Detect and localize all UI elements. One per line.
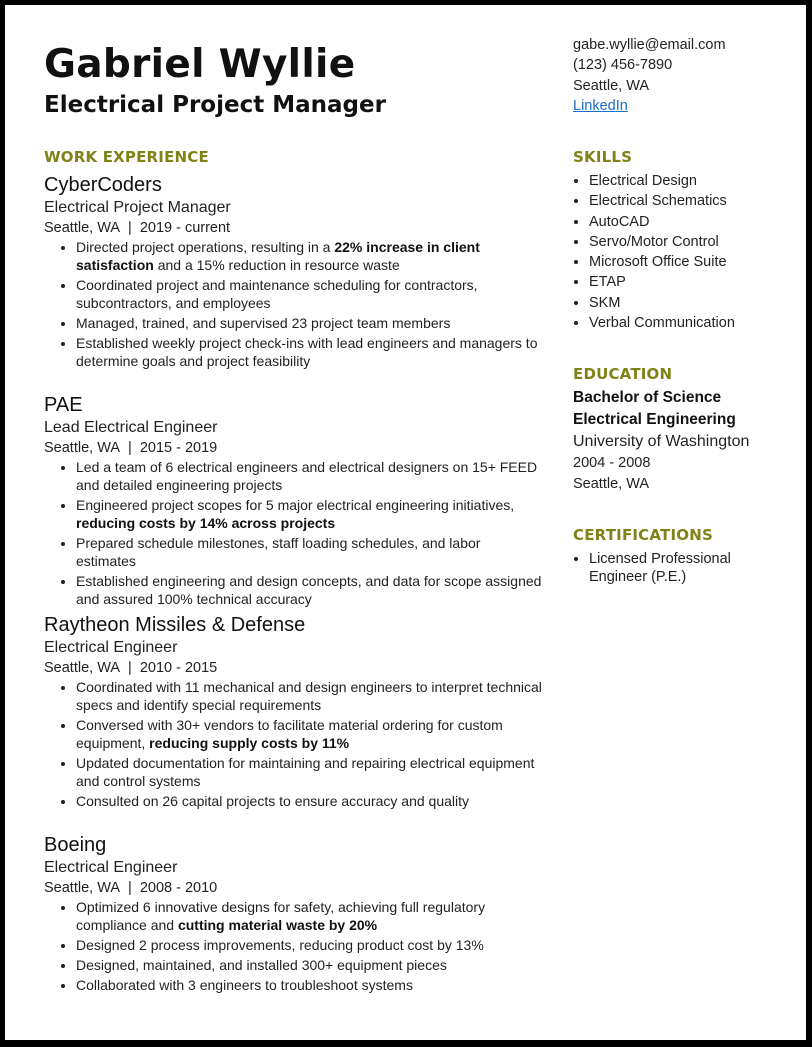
certifications-list (573, 550, 743, 586)
job-entry (44, 172, 544, 372)
list-item: • SKM (589, 293, 803, 313)
list-item: • Designed, maintained, and installed 300+ equipment pieces (76, 956, 544, 974)
list-item: • ETAP (589, 272, 803, 292)
certifications-block (573, 550, 743, 586)
list-item: • Electrical Schematics (589, 191, 803, 211)
education-block (573, 386, 803, 494)
list-item: • Licensed Professional Engineer (P.E.) (589, 550, 743, 586)
list-item: • Prepared schedule milestones, staff loading schedules, and labor estimates (76, 534, 544, 570)
contact-phone: (123) 456-7890 (573, 57, 673, 74)
contact-block (573, 35, 726, 116)
candidate-title: Electrical Project Manager (44, 92, 386, 118)
education-degree: Bachelor of Science (573, 389, 722, 406)
job-entry (44, 612, 544, 812)
list-item: • Directed project operations, resulting in a 22% increase in client satisfaction and a 15% reduction in resource waste (76, 238, 544, 274)
list-item: • AutoCAD (589, 212, 803, 232)
education-heading: EDUCATION (573, 365, 673, 383)
job-bullets (44, 898, 544, 994)
job-location-dates: Seattle, WA | 2008 - 2010 (44, 880, 218, 896)
list-item: • Led a team of 6 electrical engineers and electrical designers on 15+ FEED and detailed engineering projects (76, 458, 544, 494)
education-location: Seattle, WA (573, 476, 650, 492)
list-item: • Conversed with 30+ vendors to facilitate material ordering for custom equipment, reducing supply costs by 11% (76, 716, 544, 752)
list-item: • Engineered project scopes for 5 major electrical engineering initiatives, reducing costs by 14% across projects (76, 496, 544, 532)
candidate-name: Gabriel Wyllie (44, 42, 356, 87)
list-item: • Managed, trained, and supervised 23 project team members (76, 314, 544, 332)
job-location-dates: Seattle, WA | 2015 - 2019 (44, 440, 218, 456)
linkedin-link[interactable]: LinkedIn (573, 97, 628, 114)
list-item: • Coordinated project and maintenance scheduling for contractors, subcontractors, and employees (76, 276, 544, 312)
list-item: • Microsoft Office Suite (589, 252, 803, 272)
contact-location: Seattle, WA (573, 77, 650, 94)
list-item: • Designed 2 process improvements, reducing product cost by 13% (76, 936, 544, 954)
job-location-dates: Seattle, WA | 2019 - current (44, 220, 231, 236)
job-role: Electrical Engineer (44, 859, 178, 876)
job-company: Raytheon Missiles & Defense (44, 614, 306, 636)
resume-page (5, 5, 806, 1040)
list-item: • Verbal Communication (589, 313, 803, 333)
job-entry (44, 392, 544, 610)
job-bullets (44, 678, 544, 810)
list-item: • Servo/Motor Control (589, 232, 803, 252)
list-item: • Optimized 6 innovative designs for safety, achieving full regulatory compliance and cutting material waste by 20% (76, 898, 544, 934)
list-item: • Established engineering and design concepts, and data for scope assigned and assured 100% technical accuracy (76, 572, 544, 608)
skills-list (573, 171, 803, 333)
list-item: • Coordinated with 11 mechanical and design engineers to interpret technical specs and identify special requirements (76, 678, 544, 714)
education-major: Electrical Engineering (573, 411, 736, 428)
job-bullets (44, 238, 544, 370)
list-item: • Electrical Design (589, 171, 803, 191)
job-entry (44, 832, 544, 996)
job-bullets (44, 458, 544, 608)
education-school: University of Washington (573, 433, 750, 450)
certifications-heading: CERTIFICATIONS (573, 526, 713, 544)
job-role: Electrical Project Manager (44, 199, 231, 216)
job-company: PAE (44, 394, 83, 416)
list-item: • Established weekly project check-ins with lead engineers and managers to determine goals and project feasibility (76, 334, 544, 370)
contact-email: gabe.wyllie@email.com (573, 37, 726, 53)
skills-block (573, 171, 803, 333)
list-item: • Collaborated with 3 engineers to troubleshoot systems (76, 976, 544, 994)
skills-heading: SKILLS (573, 148, 633, 166)
education-dates: 2004 - 2008 (573, 455, 651, 471)
job-role: Lead Electrical Engineer (44, 419, 218, 436)
list-item: • Consulted on 26 capital projects to ensure accuracy and quality (76, 792, 544, 810)
job-location-dates: Seattle, WA | 2010 - 2015 (44, 660, 218, 676)
job-company: CyberCoders (44, 174, 162, 196)
job-company: Boeing (44, 834, 107, 856)
job-role: Electrical Engineer (44, 639, 178, 656)
list-item: • Updated documentation for maintaining and repairing electrical equipment and control systems (76, 754, 544, 790)
work-experience-heading: WORK EXPERIENCE (44, 148, 209, 166)
